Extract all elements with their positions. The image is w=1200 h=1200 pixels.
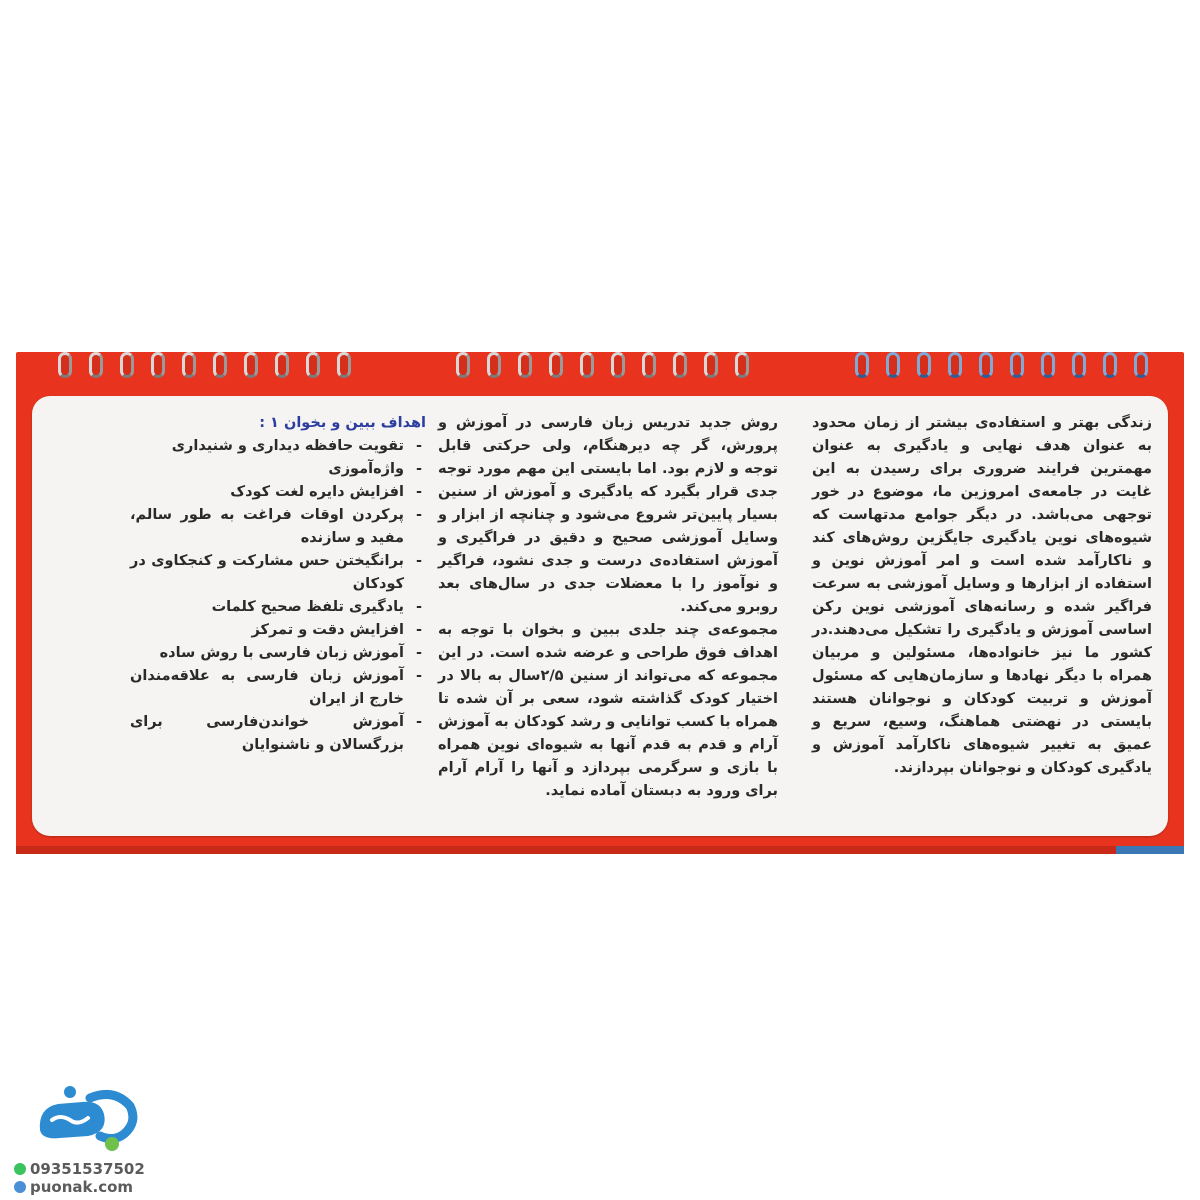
spiral-ring [580, 352, 594, 378]
spiral-ring [456, 352, 470, 378]
goals-list [130, 435, 426, 757]
goal-item: - افزایش دقت و تمرکز [130, 619, 426, 642]
spiral-ring [948, 352, 962, 378]
spiral-ring [213, 352, 227, 378]
goal-item: - برانگیختن حس مشارکت و کنجکاوی در کودکان [130, 550, 426, 596]
website-url: puonak.com [30, 1178, 134, 1196]
puonak-logo-icon [30, 1078, 142, 1162]
spiral-ring [306, 352, 320, 378]
spiral-ring [1010, 352, 1024, 378]
spiral-ring [487, 352, 501, 378]
goal-item: - آموزش زبان فارسی به علاقه‌مندان خارج از ایران [130, 665, 426, 711]
spiral-ring [1134, 352, 1148, 378]
web-contact [14, 1178, 164, 1196]
board-blue-edge [1116, 846, 1184, 854]
phone-contact [14, 1160, 164, 1178]
goal-item: - تقویت حافظه دیداری و شنیداری [130, 435, 426, 458]
spiral-ring [337, 352, 351, 378]
spiral-ring [549, 352, 563, 378]
goal-item: - آموزش زبان فارسی با روش ساده [130, 642, 426, 665]
goals-title: اهداف ببین و بخوان ۱ : [259, 415, 426, 431]
spiral-ring [886, 352, 900, 378]
goals-column [130, 412, 426, 757]
spiral-ring [89, 352, 103, 378]
spiral-ring [673, 352, 687, 378]
whatsapp-icon [14, 1163, 26, 1175]
intro-paragraph: زندگی بهتر و استفاده‌ی بیشتر از زمان محدود به عنوان هدف نهایی و یادگیری به عنوان مهمترین فرایند ضروری برای رسیدن به این غایت در جامعه‌ی امروزین ما، موضوع در خور توجهی می‌باشد. در دیگر جوامع مدتهاست که شیوه‌های نوین یادگیری جایگزین روش‌های کند و ناکارآمد شده است و امر آموزش نوین و استفاده از ابزارها و وسایل آموزشی به سرعت فراگیر شده و رسانه‌های آموزشی نوین رکن اساسی آموزش و یادگیری را تشکیل می‌دهند.در کشور ما نیز خانواده‌ها، مسئولین و مربیان همراه با دیگر نهادها و سازمان‌هایی که مسئول آموزش و تربیت کودکان و نوجوانان هستند بایستی در نهضتی هماهنگ، وسیع، سریع و عمیق به تغییر شیوه‌های ناکارآمد آموزش و یادگیری کودکان و نوجوانان بپردازند. [812, 415, 1152, 776]
spiral-ring [917, 352, 931, 378]
goal-item: - یادگیری تلفظ صحیح کلمات [130, 596, 426, 619]
spiral-ring [1041, 352, 1055, 378]
spiral-ring [855, 352, 869, 378]
goal-item: - پرکردن اوقات فراغت به طور سالم، مفید و سازنده [130, 504, 426, 550]
intro-column [812, 412, 1152, 780]
spiral-ring [704, 352, 718, 378]
goal-item: - واژه‌آموزی [130, 458, 426, 481]
spiral-ring [1072, 352, 1086, 378]
spiral-ring [735, 352, 749, 378]
spiral-ring [151, 352, 165, 378]
method-paragraph-2: مجموعه‌ی چند جلدی ببین و بخوان با توجه به اهداف فوق طراحی و عرضه شده است. در این مجموعه که می‌تواند از سنین ۲/۵سال به بالا در اختیار کودک گذاشته شود، سعی بر آن شده تا همراه با کسب توانایی و رشد کودکان به آموزش آرام و قدم به قدم آنها به شیوه‌ای نوین همراه با بازی و سرگرمی بپردازد و آنها را آرام آرام برای ورود به دبستان آماده نماید. [438, 622, 778, 799]
spiral-ring [642, 352, 656, 378]
spiral-ring [518, 352, 532, 378]
spiral-ring [182, 352, 196, 378]
goal-item: - افزایش دایره لغت کودک [130, 481, 426, 504]
spiral-ring [58, 352, 72, 378]
phone-number: 09351537502 [30, 1160, 145, 1178]
globe-icon [14, 1181, 26, 1193]
spiral-ring [611, 352, 625, 378]
spiral-ring [120, 352, 134, 378]
spiral-ring [1103, 352, 1117, 378]
spiral-ring [244, 352, 258, 378]
spiral-ring [979, 352, 993, 378]
method-paragraph-1: روش جدید تدریس زبان فارسی در آموزش و پرورش، گر چه دیرهنگام، ولی حرکتی قابل توجه و لازم بود. اما بایستی این مهم مورد توجه جدی قرار بگیرد که یادگیری و آموزش از سنین بسیار پایین‌تر شروع می‌شود و چنانچه از ابزار و وسایل آموزشی صحیح و دقیق در فراگیری و آموزش استفاده‌ی درست و جدی نشود، فراگیر و نوآموز را با معضلات جدی در سال‌های بعد روبرو می‌کند. [438, 415, 778, 615]
goal-item: - آموزش خواندن‌فارسی برای بزرگسالان و ناشنوایان [130, 711, 426, 757]
spiral-ring [275, 352, 289, 378]
board-bottom-edge [16, 846, 1184, 854]
method-column [438, 412, 778, 803]
